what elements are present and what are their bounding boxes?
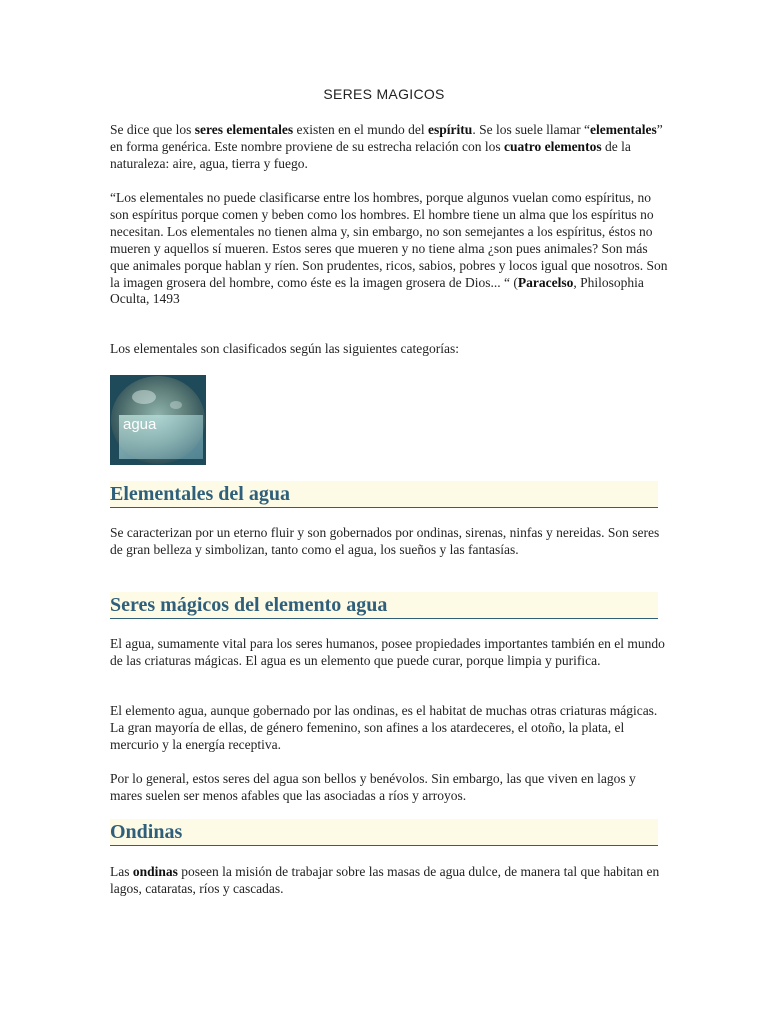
agua-element-image <box>110 375 206 465</box>
section-heading-elementales <box>110 481 658 508</box>
section-heading-ondinas <box>110 819 658 846</box>
bold-term: ondinas <box>132 864 178 879</box>
text-run: ” en forma genérica. Este nombre proviene de su estrecha relación con los <box>110 122 663 154</box>
text-run: El elemento agua, aunque gobernado por las ondinas, es el habitat de muchas otras criaturas mágicas. La gran mayoría de ellas, de género femenino, son afines a los atardeceres, el otoño, la plata, el mercurio y la energía receptiva. <box>110 703 658 752</box>
intro-paragraph <box>110 122 670 173</box>
ondinas-paragraph <box>110 864 670 898</box>
bold-term: cuatro elementos <box>503 138 602 154</box>
seres-paragraph-3 <box>110 771 670 805</box>
text-run: Los elementales son clasificados según las siguientes categorías: <box>110 341 460 356</box>
text-run: . Se los suele llamar “ <box>472 122 591 137</box>
water-orb-icon <box>110 375 206 465</box>
section-heading-text: Ondinas <box>110 821 183 843</box>
seres-paragraph-2 <box>110 703 670 754</box>
text-run: Por lo general, estos seres del agua son bellos y benévolos. Sin embargo, las que viven en lagos y mares suelen ser menos afables que las asociadas a ríos y arroyos. <box>110 771 636 803</box>
text-run: poseen la misión de trabajar sobre las masas de agua dulce, de manera tal que habitan en lagos, cataratas, ríos y cascadas. <box>110 864 660 896</box>
text-run: , Philosophia Oculta, 1493 <box>110 274 644 307</box>
categories-intro <box>110 341 670 358</box>
paracelso-quote <box>110 190 670 308</box>
bold-term: elementales <box>590 122 657 137</box>
bold-term: seres elementales <box>194 122 294 137</box>
text-run: “Los elementales no puede clasificarse entre los hombres, porque algunos vuelan como espíritus, no son espíritus porque comen y beben como los hombres. El hombre tiene un alma que los espíritus no necesitan. Los elementales no tienen alma y, sin embargo, no son semejantes a los espíritus, éstos no mueren y aquellos sí mueren. Estos seres que mueren y no tiene alma ¿son pues animales? Son más que animales porque hablan y ríen. Son prudentes, ricos, sabios, pobres y locos igual que nosotros. Son la imagen grosera del hombre, como éste es la imagen grosera de Dios... “ ( <box>110 190 668 290</box>
text-run: Se dice que los <box>110 122 195 137</box>
seres-paragraph-1 <box>110 636 670 670</box>
text-run: El agua, sumamente vital para los seres humanos, posee propiedades importantes también en el mundo de las criaturas mágicas. El agua es un elemento que puede curar, porque limpia y purifica. <box>110 636 665 668</box>
section-heading-text: Seres mágicos del elemento agua <box>110 594 388 616</box>
text-run: de la naturaleza: aire, agua, tierra y fuego. <box>110 138 631 171</box>
bold-term: espíritu <box>428 122 473 137</box>
elementales-paragraph <box>110 525 670 559</box>
page-title: SERES MAGICOS <box>323 86 445 102</box>
section-heading-text: Elementales del agua <box>110 483 290 505</box>
section-heading-seres-magicos <box>110 592 658 619</box>
text-run: existen en el mundo del <box>293 122 429 137</box>
text-run: Las <box>110 864 133 879</box>
agua-image-label: agua <box>123 416 157 433</box>
text-run: Se caracterizan por un eterno fluir y son gobernados por ondinas, sirenas, ninfas y nereidas. Son seres de gran belleza y simbolizan, tanto como el agua, los sueños y las fantasías. <box>110 525 660 557</box>
bold-term: Paracelso <box>517 274 574 290</box>
